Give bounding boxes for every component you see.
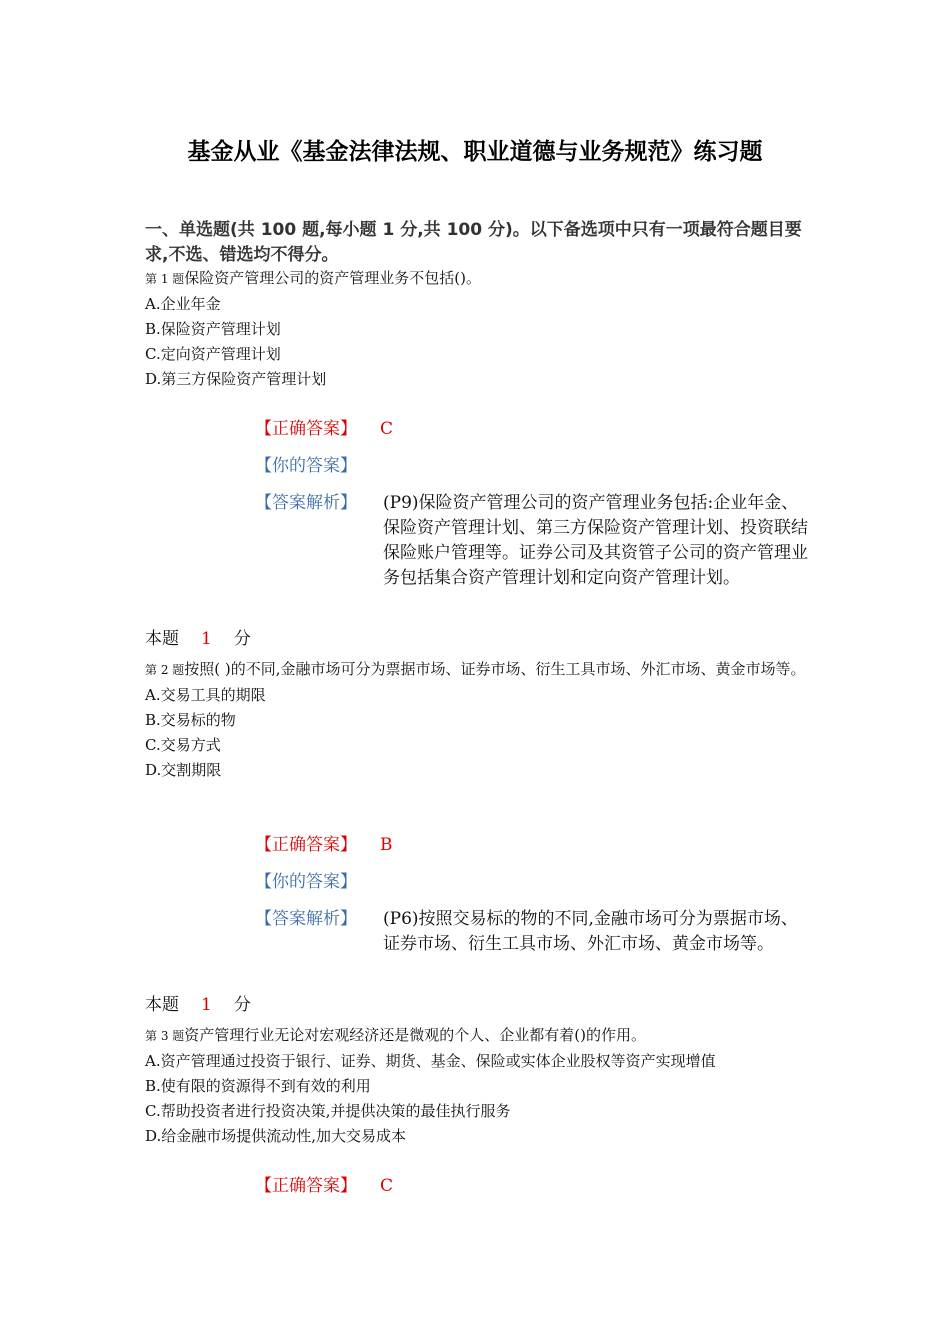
option-b: B.交易标的物 [145,711,236,729]
question-3 [145,1023,825,1149]
question-stem [145,266,825,292]
page-title: 基金从业《基金法律法规、职业道德与业务规范》练习题 [187,139,763,165]
explanation-text: (P6)按照交易标的物的不同,金融市场可分为票据市场、证券市场、衍生工具市场、外汇市场、黄金市场等。 [383,909,798,954]
question-number: 第 3 题 [145,1029,185,1043]
option-b: B.保险资产管理计划 [145,320,281,338]
score-suffix: 分 [233,995,251,1015]
option-d: D.交割期限 [145,761,222,779]
explanation-text: (P9)保险资产管理公司的资产管理业务包括:企业年金、保险资产管理计划、第三方保险资产管理计划、投资联结保险账户管理等。证券公司及其资管子公司的资产管理业务包括集合资产管理计划和定向资产管理计划。 [383,493,808,588]
question-stem [145,1023,825,1049]
question-text: 按照( )的不同,金融市场可分为票据市场、证券市场、衍生工具市场、外汇市场、黄金市场等。 [184,660,806,678]
question-score [145,627,251,652]
option-a: A.交易工具的期限 [145,686,266,704]
option-b: B.使有限的资源得不到有效的利用 [145,1077,371,1095]
correct-answer-row [255,417,394,442]
explanation-label: 【答案解析】 [255,909,357,929]
option-c: C.定向资产管理计划 [145,345,281,363]
correct-answer-value: C [380,419,394,439]
question-number: 第 1 题 [145,272,185,286]
question-text: 资产管理行业无论对宏观经济还是微观的个人、企业都有着()的作用。 [184,1026,646,1044]
correct-answer-label: 【正确答案】 [255,835,357,855]
question-2 [145,657,825,783]
your-answer-row [255,454,357,479]
your-answer-label: 【你的答案】 [255,872,357,892]
correct-answer-value: C [380,1176,394,1196]
option-a: A.企业年金 [145,295,221,313]
correct-answer-label: 【正确答案】 [255,419,357,439]
correct-answer-row [255,1174,394,1199]
option-d: D.给金融市场提供流动性,加大交易成本 [145,1127,407,1145]
correct-answer-label: 【正确答案】 [255,1176,357,1196]
your-answer-row [255,870,357,895]
option-c: C.帮助投资者进行投资决策,并提供决策的最佳执行服务 [145,1102,511,1120]
score-value: 1 [201,629,212,649]
correct-answer-value: B [380,835,393,855]
score-prefix: 本题 [145,629,179,649]
option-d: D.第三方保险资产管理计划 [145,370,327,388]
explanation-row [255,491,357,516]
your-answer-label: 【你的答案】 [255,456,357,476]
option-c: C.交易方式 [145,736,221,754]
section-heading: 一、单选题(共 100 题,每小题 1 分,共 100 分)。以下备选项中只有一项最符合题目要求,不选、错选均不得分。 [145,220,802,265]
score-prefix: 本题 [145,995,179,1015]
correct-answer-row [255,833,393,858]
question-stem [145,657,825,683]
question-score [145,993,251,1018]
explanation-row [255,907,357,932]
explanation-label: 【答案解析】 [255,493,357,513]
question-number: 第 2 题 [145,663,185,677]
score-value: 1 [201,995,212,1015]
option-a: A.资产管理通过投资于银行、证券、期货、基金、保险或实体企业股权等资产实现增值 [145,1052,716,1070]
question-text: 保险资产管理公司的资产管理业务不包括()。 [184,269,481,287]
question-1 [145,266,825,392]
score-suffix: 分 [233,629,251,649]
